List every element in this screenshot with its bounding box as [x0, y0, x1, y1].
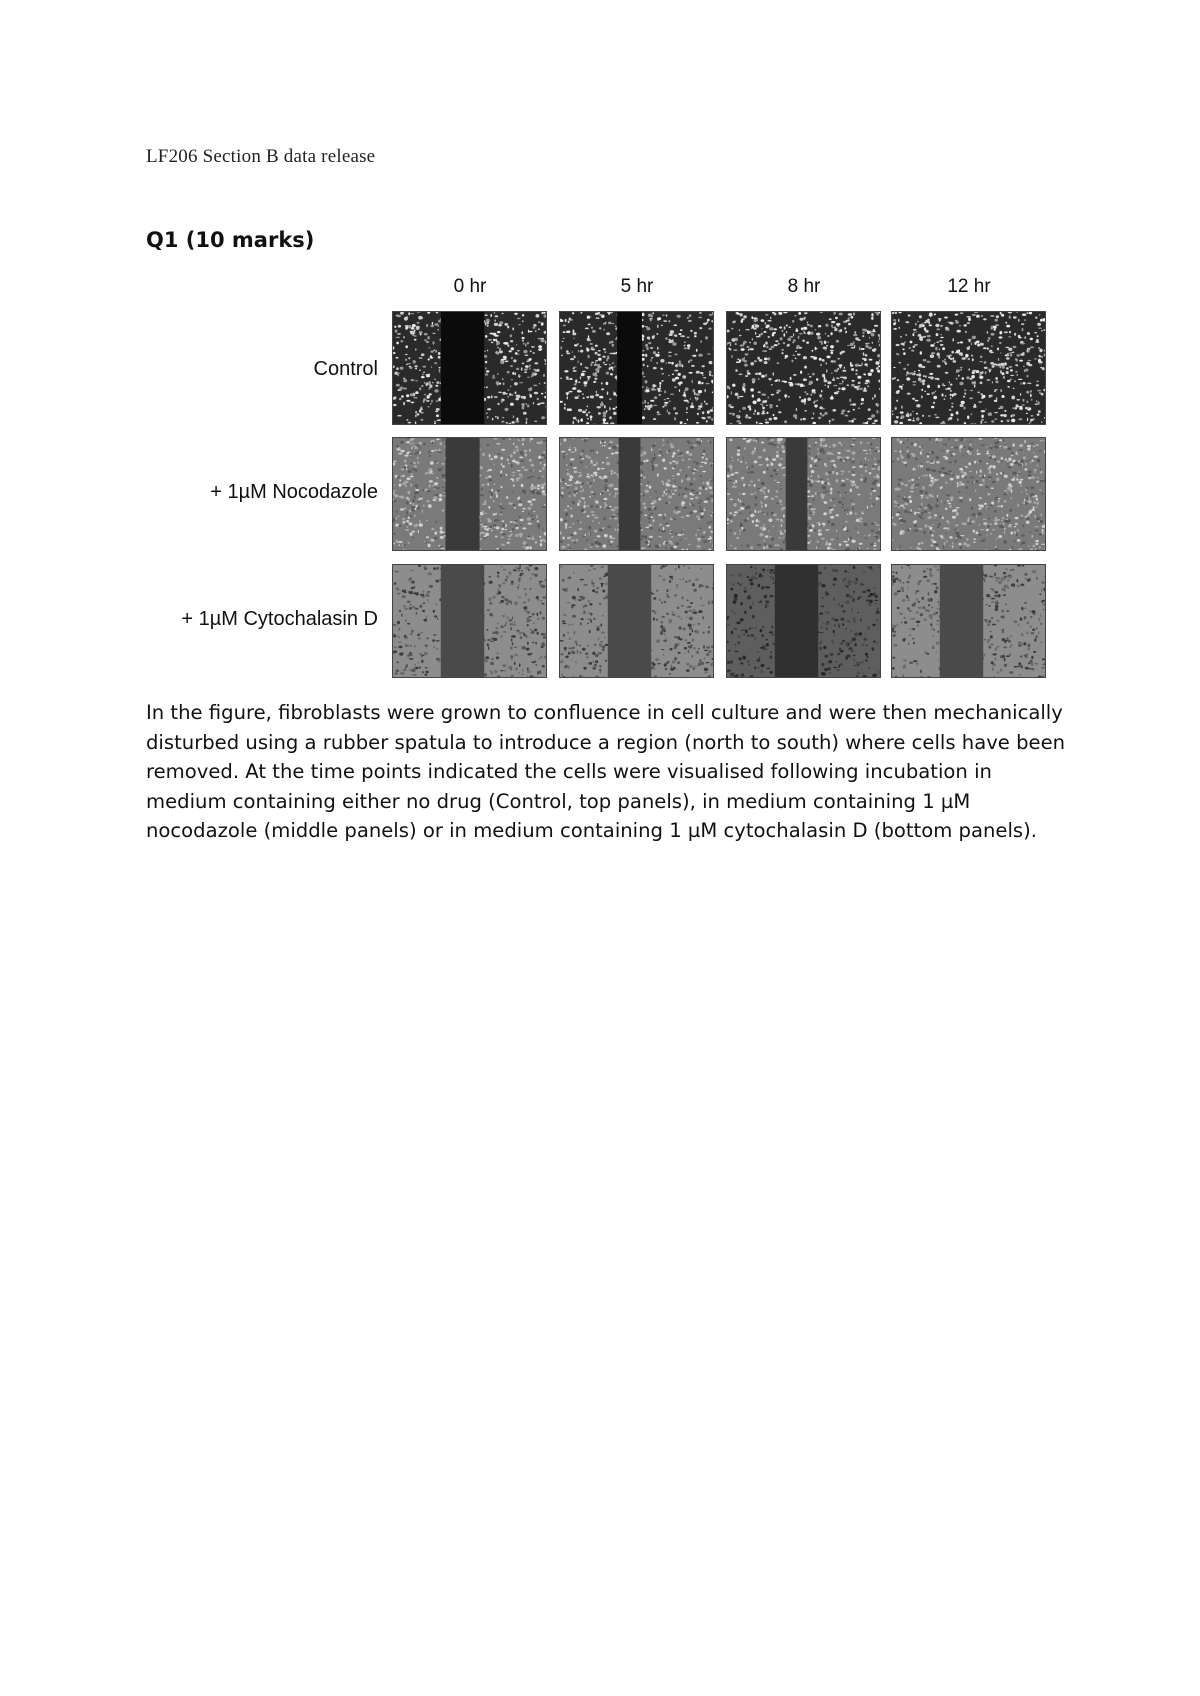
- column-label-12hr: 12 hr: [947, 276, 991, 297]
- row-label-control: Control: [313, 358, 378, 380]
- micrograph-panel: [891, 311, 1046, 425]
- micrograph-panel: [392, 437, 547, 551]
- micrograph-panel: [726, 564, 881, 678]
- micrograph-panel: [559, 564, 714, 678]
- micrograph-panel: [392, 311, 547, 425]
- micrograph-panel: [392, 564, 547, 678]
- micrograph-panel: [891, 564, 1046, 678]
- row-label-cytochalasin: + 1µM Cytochalasin D: [181, 608, 378, 630]
- micrograph-panel: [726, 437, 881, 551]
- column-label-0hr: 0 hr: [453, 276, 487, 297]
- micrograph-panel: [891, 437, 1046, 551]
- micrograph-panel: [726, 311, 881, 425]
- figure-caption: In the figure, fibroblasts were grown to confluence in cell culture and were then mechanically disturbed using a rubber spatula to introduce a region (north to south) where cells have been removed. At the time points indicated the cells were visualised following incubation in medium containing either no drug (Control, top panels), in medium containing 1 µM nocodazole (middle panels) or in medium containing 1 µM cytochalasin D (bottom panels).: [146, 701, 1066, 842]
- column-label-5hr: 5 hr: [620, 276, 654, 297]
- document-header: LF206 Section B data release: [146, 146, 376, 167]
- question-title: Q1 (10 marks): [146, 228, 315, 252]
- row-label-nocodazole: + 1µM Nocodazole: [210, 481, 378, 503]
- micrograph-panel: [559, 311, 714, 425]
- micrograph-panel: [559, 437, 714, 551]
- column-label-8hr: 8 hr: [787, 276, 821, 297]
